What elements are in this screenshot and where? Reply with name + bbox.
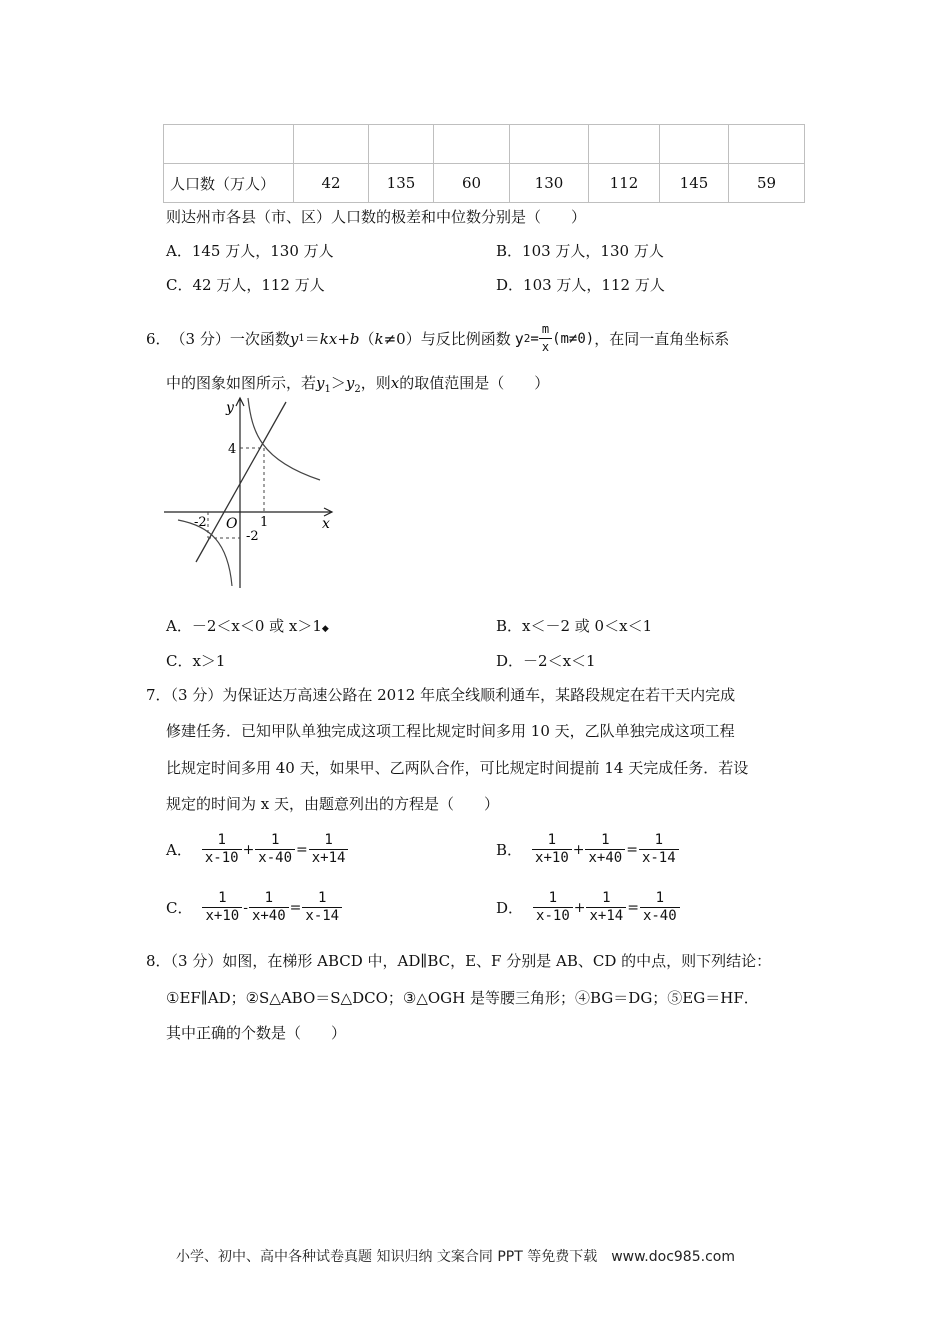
q6-option-b: B．x＜－2 或 0＜x＜1 <box>496 617 653 635</box>
q6-text: 的取值范围是（ ） <box>399 374 550 392</box>
q6-var: y <box>289 329 299 348</box>
q6-frac-den: x <box>541 340 550 354</box>
numerator: 1 <box>532 832 572 850</box>
q6-sub: 2 <box>354 384 361 395</box>
q8-line3: 其中正确的个数是（ ） <box>166 1024 347 1042</box>
q6-text: ，在同一直角坐标系 <box>594 330 730 348</box>
denominator: x+40 <box>588 850 623 866</box>
q6-option-d: D．－2＜x＜1 <box>496 652 596 670</box>
q6-formula-cond: (m≠0) <box>552 330 595 347</box>
table-header-cell <box>434 125 510 164</box>
q7-option-label: B． <box>496 841 523 859</box>
operator: - <box>243 899 248 916</box>
q7-option-label: A． <box>166 841 192 859</box>
fraction <box>640 890 680 925</box>
table-header-row <box>164 125 805 164</box>
operator: + <box>573 899 586 916</box>
table-header-cell <box>729 125 805 164</box>
q5-option-d: D．103 万人，112 万人 <box>496 276 665 294</box>
q6-text: ≠0）与反比例函数 <box>383 330 511 348</box>
q6-option-c: C．x＞1 <box>166 652 226 670</box>
q6-formula-y: y <box>514 329 524 348</box>
tick-label-1: 1 <box>260 515 269 530</box>
tick-label-4: 4 <box>228 442 237 457</box>
table-cell: 145 <box>660 164 729 203</box>
q7-option-label: C． <box>166 899 193 917</box>
q6-text: + <box>337 329 350 348</box>
denominator: x+10 <box>535 850 569 866</box>
y-axis-label: y <box>226 400 234 416</box>
q6-frac-num: m <box>539 321 552 339</box>
q6-text: ＝ <box>304 330 320 348</box>
numerator: 1 <box>586 890 626 908</box>
table-row <box>164 164 805 203</box>
hyperbola-branch-first-quadrant <box>248 398 320 480</box>
q6-line1 <box>146 321 729 356</box>
q6-number: 6． <box>146 330 171 348</box>
table-header-cell <box>369 125 434 164</box>
tick-label-x-neg2: -2 <box>194 515 207 530</box>
q6-formula-sub: 2 <box>523 332 531 345</box>
operator: = <box>296 841 308 858</box>
fraction <box>255 832 295 867</box>
numerator: 1 <box>249 890 289 908</box>
table-cell: 130 <box>510 164 589 203</box>
table-header-cell <box>589 125 660 164</box>
q7-line1: 7．（3 分）为保证达万高速公路在 2012 年底全线顺利通车，某路段规定在若干天内完成 <box>146 686 736 704</box>
table-cell: 60 <box>434 164 510 203</box>
operator: = <box>289 899 302 916</box>
q6-text: 一次函数 <box>229 330 290 348</box>
fraction <box>202 890 242 925</box>
q7-option-c <box>166 890 342 925</box>
numerator: 1 <box>639 832 679 850</box>
q6-sub: 1 <box>298 333 305 344</box>
q6-sub: 1 <box>324 384 331 395</box>
denominator: x-14 <box>305 908 340 924</box>
q5-option-b: B．103 万人，130 万人 <box>496 242 664 260</box>
q6-text: （ <box>359 330 375 348</box>
numerator: 1 <box>585 832 625 850</box>
q8-line2: ①EF∥AD；②S△ABO＝S△DCO；③△OGH 是等腰三角形；④BG＝DG；⑤EG＝HF． <box>166 989 759 1007</box>
population-table <box>163 124 805 203</box>
fraction <box>202 832 242 867</box>
fraction <box>585 832 625 867</box>
numerator: 1 <box>302 890 342 908</box>
page-footer: 小学、初中、高中各种试卷真题 知识归纳 文案合同 PPT 等免费下载 www.doc985.com <box>176 1249 735 1265</box>
fraction <box>249 890 289 925</box>
denominator: x-40 <box>642 908 677 924</box>
table-row-label: 人口数（万人） <box>164 164 294 203</box>
denominator: x+40 <box>251 908 286 924</box>
q6-text: ＞ <box>330 374 346 392</box>
q8-line1: 8．（3 分）如图，在梯形 ABCD 中，AD∥BC，E、F 分别是 AB、CD 的中点，则下列结论： <box>146 952 772 970</box>
fraction <box>532 832 572 867</box>
x-axis-label: x <box>322 516 330 532</box>
table-header-cell <box>294 125 369 164</box>
fraction <box>309 832 349 867</box>
table-header-cell <box>164 125 294 164</box>
q6-var: k <box>374 329 384 348</box>
q7-option-d <box>496 890 680 925</box>
operator: = <box>627 899 639 916</box>
denominator: x+14 <box>589 908 624 924</box>
q7-line2: 修建任务．已知甲队单独完成这项工程比规定时间多用 10 天，乙队单独完成这项工程 <box>166 722 735 740</box>
table-cell: 112 <box>589 164 660 203</box>
numerator: 1 <box>255 832 295 850</box>
denominator: x-40 <box>258 850 293 866</box>
q6-var: b <box>349 329 360 348</box>
operator: = <box>626 841 638 858</box>
diamond-icon: ◆ <box>321 624 329 634</box>
operator: + <box>572 841 585 858</box>
denominator: x+10 <box>205 908 240 924</box>
fraction <box>586 890 626 925</box>
q5-option-c: C．42 万人，112 万人 <box>166 276 325 294</box>
q5-option-a: A．145 万人，130 万人 <box>166 242 334 260</box>
table-cell: 135 <box>369 164 434 203</box>
q6-var: y <box>316 374 325 392</box>
q6-option-a <box>166 615 329 636</box>
table-cell: 42 <box>294 164 369 203</box>
q7-line3: 比规定时间多用 40 天，如果甲、乙两队合作，可比规定时间提前 14 天完成任务．若设 <box>166 759 749 777</box>
fraction <box>302 890 342 925</box>
tick-label-y-neg2: -2 <box>246 529 259 544</box>
q6-text: ，则 <box>360 374 391 392</box>
denominator: x-10 <box>536 908 570 924</box>
table-header-cell <box>510 125 589 164</box>
denominator: x+14 <box>311 850 346 866</box>
fraction <box>533 890 573 925</box>
q6-function-graph <box>160 392 340 592</box>
q5-stem: 则达州市各县（市、区）人口数的极差和中位数分别是（ ） <box>166 208 587 226</box>
q6-option-a-text: A．－2＜x＜0 或 x＞1 <box>166 617 322 635</box>
denominator: x-14 <box>641 850 676 866</box>
denominator: x-10 <box>204 850 239 866</box>
q6-score: （3 分） <box>170 330 230 348</box>
q7-option-label: D． <box>496 899 524 917</box>
origin-label: O <box>226 516 238 532</box>
fraction <box>639 832 679 867</box>
q7-option-b <box>496 832 679 867</box>
table-header-cell <box>660 125 729 164</box>
q6-var: x <box>390 374 400 392</box>
numerator: 1 <box>202 832 242 850</box>
q6-text: 中的图象如图所示，若 <box>166 374 317 392</box>
q6-formula-eq: = <box>530 330 539 347</box>
q7-option-a <box>166 832 348 867</box>
numerator: 1 <box>533 890 573 908</box>
numerator: 1 <box>309 832 349 850</box>
q6-var: y <box>345 374 355 392</box>
q6-formula-fraction <box>539 321 552 356</box>
numerator: 1 <box>640 890 680 908</box>
numerator: 1 <box>202 890 242 908</box>
q7-line4: 规定的时间为 x 天，由题意列出的方程是（ ） <box>166 795 499 813</box>
q6-var: kx <box>319 329 338 348</box>
table-cell: 59 <box>729 164 805 203</box>
operator: + <box>242 841 255 858</box>
